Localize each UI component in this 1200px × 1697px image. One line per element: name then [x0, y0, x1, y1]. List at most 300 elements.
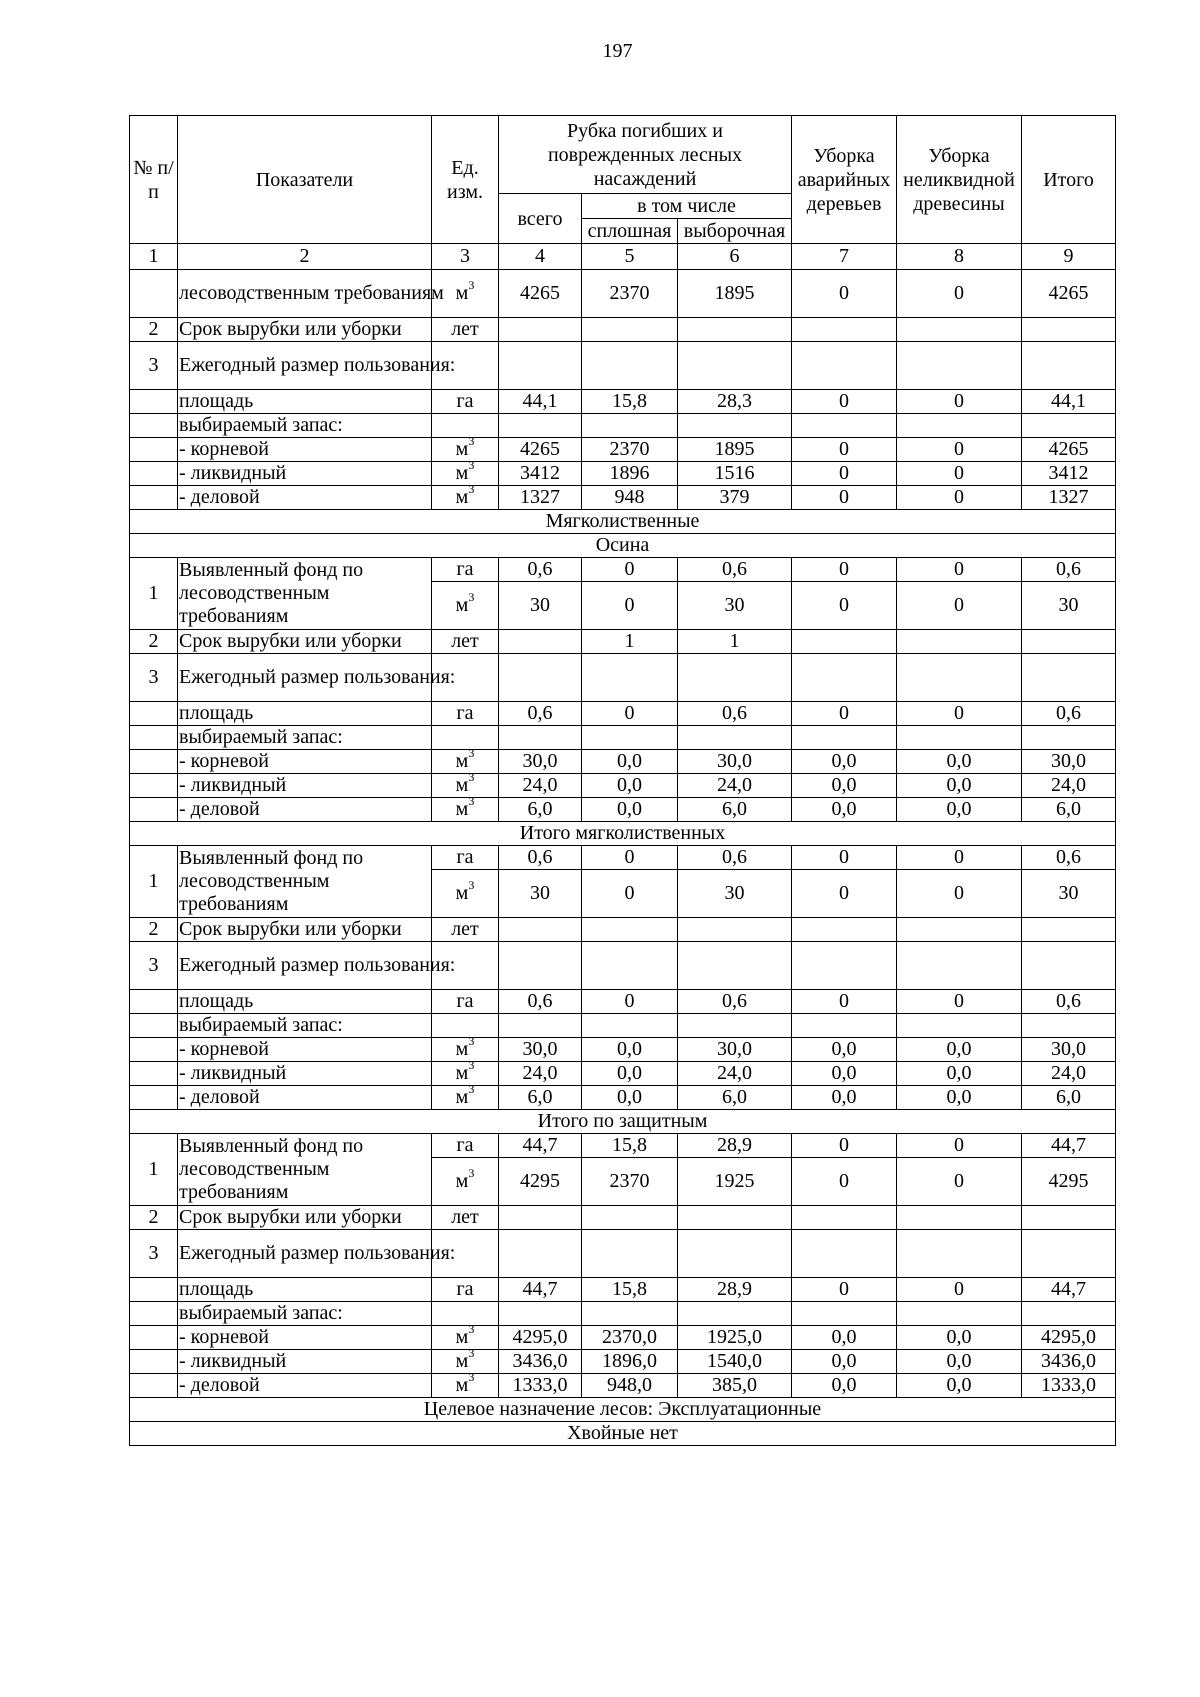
value-cell — [582, 318, 678, 342]
section-soft — [130, 510, 1116, 534]
value-cell: 0,0 — [792, 1326, 897, 1350]
unit-cell — [432, 770, 499, 798]
value-cell: 15,8 — [582, 1134, 678, 1158]
num-cell: 1 — [130, 558, 178, 630]
value-cell: 6,0 — [499, 1086, 582, 1110]
empty-cell — [582, 654, 678, 702]
value-cell: 24,0 — [678, 1062, 792, 1086]
empty-cell — [499, 654, 582, 702]
value-cell: 3412 — [1022, 462, 1116, 486]
indicator-cell: площадь — [178, 702, 432, 726]
unit-m3: м — [455, 798, 469, 820]
value-cell: 44,1 — [499, 390, 582, 414]
value-cell: 0 — [792, 486, 897, 510]
value-cell: 0 — [792, 390, 897, 414]
value-cell: 1 — [678, 630, 792, 654]
liquid-stock-row — [130, 1062, 1116, 1086]
annual-row — [130, 942, 1116, 990]
value-cell: 0 — [792, 990, 897, 1014]
num-cell — [130, 1302, 178, 1326]
value-cell: 0,6 — [499, 846, 582, 870]
unit-cell — [432, 434, 499, 462]
unit-cell: га — [432, 390, 499, 414]
srok-row — [130, 630, 1116, 654]
unit-m3-exponent: 3 — [468, 1058, 475, 1073]
unit-m3: м — [455, 1086, 469, 1108]
stock-label-row — [130, 1302, 1116, 1326]
unit-m3: м — [455, 1062, 469, 1084]
unit-m3-exponent: 3 — [468, 590, 475, 605]
value-cell: 0,0 — [582, 1086, 678, 1110]
value-cell: 2370,0 — [582, 1326, 678, 1350]
value-cell — [897, 630, 1022, 654]
value-cell: 28,9 — [678, 1134, 792, 1158]
business-stock-row — [130, 798, 1116, 822]
unit-m3: м — [455, 750, 469, 772]
value-cell: 30,0 — [678, 1038, 792, 1062]
header-num: № п/п — [130, 116, 178, 244]
num-cell — [130, 726, 178, 750]
value-cell: 28,9 — [678, 1278, 792, 1302]
num-cell: 3 — [130, 1230, 178, 1278]
liquid-stock-row — [130, 462, 1116, 486]
value-cell: 24,0 — [1022, 774, 1116, 798]
num-cell — [130, 270, 178, 318]
value-cell: 3412 — [499, 462, 582, 486]
value-cell: 0,6 — [1022, 846, 1116, 870]
empty-cell — [1022, 1014, 1116, 1038]
unit-cell: га — [432, 702, 499, 726]
unit-m3-exponent: 3 — [468, 434, 475, 449]
root-stock-row — [130, 750, 1116, 774]
value-cell: 0,0 — [792, 774, 897, 798]
header-row-1 — [130, 116, 1116, 194]
value-cell: 6,0 — [678, 798, 792, 822]
num-cell — [130, 774, 178, 798]
value-cell: 2370 — [582, 1158, 678, 1206]
value-cell: 44,7 — [499, 1278, 582, 1302]
num-cell — [130, 462, 178, 486]
value-cell — [499, 1206, 582, 1230]
business-stock-row — [130, 1086, 1116, 1110]
num-cell — [130, 1350, 178, 1374]
indicator-cell: - корневой — [178, 750, 432, 774]
num-cell — [130, 1278, 178, 1302]
value-cell: 0 — [792, 870, 897, 918]
unit-m3-exponent: 3 — [468, 458, 475, 473]
empty-cell — [499, 726, 582, 750]
unit-m3: м — [455, 462, 469, 484]
value-cell: 2370 — [582, 270, 678, 318]
fund-row-ha — [130, 558, 1116, 582]
value-cell: 0,0 — [792, 1350, 897, 1374]
value-cell: 0 — [792, 462, 897, 486]
indicator-cell: площадь — [178, 1278, 432, 1302]
indicator-cell: выбираемый запас: — [178, 1302, 432, 1326]
area-row — [130, 702, 1116, 726]
value-cell: 0 — [582, 990, 678, 1014]
header-selective: выборочная — [678, 219, 792, 244]
value-cell: 30 — [499, 582, 582, 630]
indicator-cell: - ликвидный — [178, 1350, 432, 1374]
empty-cell — [582, 414, 678, 438]
value-cell: 1327 — [499, 486, 582, 510]
annual-row — [130, 342, 1116, 390]
unit-cell — [432, 458, 499, 486]
value-cell: 44,7 — [499, 1134, 582, 1158]
header-indicator: Показатели — [178, 116, 432, 244]
indicator-cell: Выявленный фонд по лесоводственным требованиям — [178, 558, 432, 630]
num-cell: 1 — [130, 1134, 178, 1206]
empty-cell — [897, 1230, 1022, 1278]
empty-cell — [792, 1302, 897, 1326]
header-emergency: Уборка аварийных деревьев — [792, 116, 897, 244]
unit-m3-exponent: 3 — [468, 1322, 475, 1337]
continuation-row — [130, 270, 1116, 318]
column-number: 4 — [499, 244, 582, 270]
page-number: 197 — [602, 40, 633, 62]
section-purpose-title: Целевое назначение лесов: Эксплуатационные — [130, 1398, 1116, 1422]
value-cell: 0 — [897, 438, 1022, 462]
unit-cell: га — [432, 1278, 499, 1302]
value-cell: 0,0 — [897, 1086, 1022, 1110]
empty-cell — [678, 342, 792, 390]
unit-cell — [432, 1058, 499, 1086]
value-cell: 0,6 — [1022, 558, 1116, 582]
root-stock-row — [130, 438, 1116, 462]
value-cell — [1022, 318, 1116, 342]
value-cell: 0,0 — [582, 774, 678, 798]
empty-cell — [897, 654, 1022, 702]
value-cell: 30 — [678, 870, 792, 918]
area-row — [130, 990, 1116, 1014]
value-cell: 1540,0 — [678, 1350, 792, 1374]
value-cell: 0,0 — [582, 1038, 678, 1062]
unit-cell — [432, 1370, 499, 1398]
empty-cell — [499, 942, 582, 990]
num-cell — [130, 1374, 178, 1398]
value-cell: 948 — [582, 486, 678, 510]
value-cell: 1333,0 — [1022, 1374, 1116, 1398]
value-cell: 0 — [897, 870, 1022, 918]
unit-m3: м — [455, 1170, 469, 1192]
value-cell: 6,0 — [1022, 798, 1116, 822]
num-cell: 2 — [130, 318, 178, 342]
value-cell: 0,0 — [897, 774, 1022, 798]
num-cell — [130, 990, 178, 1014]
num-cell — [130, 1326, 178, 1350]
empty-cell — [792, 1230, 897, 1278]
empty-cell — [897, 342, 1022, 390]
indicator-cell: - деловой — [178, 1374, 432, 1398]
empty-cell — [792, 726, 897, 750]
empty-cell — [678, 726, 792, 750]
fund-row-ha — [130, 846, 1116, 870]
indicator-cell: Выявленный фонд по лесоводственным требованиям — [178, 1134, 432, 1206]
indicator-cell: - ликвидный — [178, 1062, 432, 1086]
unit-cell — [432, 1034, 499, 1062]
empty-cell — [678, 414, 792, 438]
empty-cell — [499, 1230, 582, 1278]
value-cell: 1895 — [678, 438, 792, 462]
value-cell: 0 — [897, 1278, 1022, 1302]
empty-cell — [1022, 1230, 1116, 1278]
header-illiquid: Уборка неликвидной древесины — [897, 116, 1022, 244]
indicator-cell: Срок вырубки или уборки — [178, 318, 432, 342]
root-stock-row — [130, 1326, 1116, 1350]
value-cell: 0,6 — [499, 702, 582, 726]
value-cell: 30,0 — [1022, 1038, 1116, 1062]
indicator-cell: Срок вырубки или уборки — [178, 918, 432, 942]
value-cell: 6,0 — [678, 1086, 792, 1110]
indicator-cell: Выявленный фонд по лесоводственным требованиям — [178, 846, 432, 918]
value-cell: 0,0 — [897, 1326, 1022, 1350]
value-cell: 0,0 — [792, 798, 897, 822]
indicator-cell: Ежегодный размер пользования: — [178, 654, 432, 702]
value-cell: 0 — [792, 1278, 897, 1302]
liquid-stock-row — [130, 774, 1116, 798]
value-cell: 0 — [897, 558, 1022, 582]
unit-m3-exponent: 3 — [468, 1034, 475, 1049]
empty-cell — [1022, 942, 1116, 990]
value-cell: 0,0 — [582, 1062, 678, 1086]
value-cell: 0,0 — [792, 1086, 897, 1110]
empty-cell — [432, 726, 499, 750]
empty-cell — [582, 1014, 678, 1038]
value-cell: 24,0 — [678, 774, 792, 798]
empty-cell — [678, 654, 792, 702]
srok-row — [130, 318, 1116, 342]
section-block-title: Итого мягколиственных — [130, 822, 1116, 846]
empty-cell — [792, 1014, 897, 1038]
indicator-cell: Срок вырубки или уборки — [178, 630, 432, 654]
value-cell: 0,0 — [792, 750, 897, 774]
unit-cell — [432, 1322, 499, 1350]
section-conifer-title: Хвойные нет — [130, 1422, 1116, 1446]
value-cell: 0,6 — [678, 990, 792, 1014]
value-cell — [1022, 1206, 1116, 1230]
empty-cell — [897, 1302, 1022, 1326]
forest-use-table — [129, 115, 1116, 1446]
unit-cell — [432, 870, 499, 918]
area-row — [130, 1278, 1116, 1302]
unit-m3: м — [455, 594, 469, 616]
indicator-cell: выбираемый запас: — [178, 414, 432, 438]
value-cell: 0,0 — [897, 798, 1022, 822]
num-cell: 2 — [130, 630, 178, 654]
value-cell: 0 — [792, 438, 897, 462]
column-numbers-row — [130, 244, 1116, 270]
empty-cell — [1022, 654, 1116, 702]
value-cell — [897, 318, 1022, 342]
empty-cell — [897, 942, 1022, 990]
srok-row — [130, 918, 1116, 942]
stock-label-row — [130, 726, 1116, 750]
value-cell: 0 — [897, 486, 1022, 510]
section-conifer — [130, 1422, 1116, 1446]
value-cell: 28,3 — [678, 390, 792, 414]
value-cell: 0 — [897, 702, 1022, 726]
column-number: 7 — [792, 244, 897, 270]
unit-cell — [432, 1082, 499, 1110]
value-cell: 0,0 — [792, 1038, 897, 1062]
value-cell: 0 — [582, 558, 678, 582]
value-cell: 1925,0 — [678, 1326, 792, 1350]
value-cell — [792, 630, 897, 654]
value-cell: 6,0 — [499, 798, 582, 822]
value-cell — [897, 1206, 1022, 1230]
value-cell: 0,6 — [678, 558, 792, 582]
value-cell: 0 — [897, 462, 1022, 486]
value-cell: 0 — [792, 558, 897, 582]
unit-m3: м — [455, 1326, 469, 1348]
num-cell: 3 — [130, 342, 178, 390]
unit-cell: га — [432, 558, 499, 582]
header-unit: Ед. изм. — [432, 116, 499, 244]
value-cell: 15,8 — [582, 390, 678, 414]
unit-cell — [432, 794, 499, 822]
value-cell: 0 — [897, 1134, 1022, 1158]
value-cell: 0 — [792, 270, 897, 318]
value-cell: 24,0 — [499, 1062, 582, 1086]
empty-cell — [432, 414, 499, 438]
num-cell: 3 — [130, 942, 178, 990]
unit-m3-exponent: 3 — [468, 1082, 475, 1097]
value-cell: 30,0 — [499, 1038, 582, 1062]
empty-cell — [582, 1302, 678, 1326]
unit-cell — [432, 582, 499, 630]
value-cell: 0 — [897, 846, 1022, 870]
unit-cell: га — [432, 846, 499, 870]
value-cell: 0 — [792, 702, 897, 726]
empty-cell — [678, 1230, 792, 1278]
value-cell: 0 — [897, 1158, 1022, 1206]
num-cell — [130, 750, 178, 774]
value-cell: 30,0 — [499, 750, 582, 774]
empty-cell — [582, 942, 678, 990]
value-cell: 44,7 — [1022, 1278, 1116, 1302]
indicator-cell: - корневой — [178, 1326, 432, 1350]
value-cell — [792, 918, 897, 942]
value-cell: 1333,0 — [499, 1374, 582, 1398]
annual-row — [130, 1230, 1116, 1278]
value-cell — [499, 318, 582, 342]
value-cell: 0 — [582, 846, 678, 870]
section-block — [130, 822, 1116, 846]
value-cell: 1516 — [678, 462, 792, 486]
empty-cell — [897, 414, 1022, 438]
value-cell: 385,0 — [678, 1374, 792, 1398]
unit-m3-exponent: 3 — [468, 1370, 475, 1385]
num-cell — [130, 1062, 178, 1086]
indicator-cell: Ежегодный размер пользования: — [178, 1230, 432, 1278]
empty-cell — [582, 1230, 678, 1278]
value-cell: 0,0 — [897, 750, 1022, 774]
column-number: 3 — [432, 244, 499, 270]
indicator-cell: - деловой — [178, 1086, 432, 1110]
value-cell: 6,0 — [1022, 1086, 1116, 1110]
value-cell: 30,0 — [678, 750, 792, 774]
num-cell — [130, 486, 178, 510]
unit-m3-exponent: 3 — [468, 770, 475, 785]
empty-cell — [792, 414, 897, 438]
value-cell: 0 — [897, 582, 1022, 630]
num-cell — [130, 702, 178, 726]
unit-m3: м — [455, 774, 469, 796]
empty-cell — [792, 942, 897, 990]
unit-cell — [432, 482, 499, 510]
unit-cell: га — [432, 990, 499, 1014]
value-cell — [499, 918, 582, 942]
empty-cell — [897, 726, 1022, 750]
value-cell: 0,6 — [678, 846, 792, 870]
value-cell: 0 — [792, 1134, 897, 1158]
num-cell: 1 — [130, 846, 178, 918]
value-cell: 0,0 — [792, 1374, 897, 1398]
header-cutting-group: Рубка погибших и поврежденных лесных насаждений — [499, 116, 792, 194]
num-cell — [130, 414, 178, 438]
unit-m3: м — [455, 282, 469, 304]
value-cell: 1895 — [678, 270, 792, 318]
value-cell: 15,8 — [582, 1278, 678, 1302]
value-cell — [1022, 630, 1116, 654]
value-cell: 4265 — [1022, 270, 1116, 318]
value-cell — [499, 630, 582, 654]
num-cell — [130, 798, 178, 822]
value-cell: 0,0 — [582, 798, 678, 822]
section-purpose — [130, 1398, 1116, 1422]
unit-m3-exponent: 3 — [468, 1346, 475, 1361]
root-stock-row — [130, 1038, 1116, 1062]
empty-cell — [678, 942, 792, 990]
value-cell: 1896 — [582, 462, 678, 486]
unit-m3-exponent: 3 — [468, 878, 475, 893]
unit-m3: м — [455, 882, 469, 904]
srok-row — [130, 1206, 1116, 1230]
indicator-cell: - деловой — [178, 486, 432, 510]
annual-row — [130, 654, 1116, 702]
value-cell — [792, 1206, 897, 1230]
value-cell: 4295 — [499, 1158, 582, 1206]
header-total-cut: всего — [499, 194, 582, 244]
stock-label-row — [130, 1014, 1116, 1038]
num-cell: 3 — [130, 654, 178, 702]
empty-cell — [499, 414, 582, 438]
empty-cell — [897, 1014, 1022, 1038]
unit-m3-exponent: 3 — [468, 794, 475, 809]
value-cell: 0,6 — [678, 702, 792, 726]
value-cell: 3436,0 — [499, 1350, 582, 1374]
value-cell: 0 — [897, 990, 1022, 1014]
liquid-stock-row — [130, 1350, 1116, 1374]
unit-m3: м — [455, 1374, 469, 1396]
value-cell — [678, 318, 792, 342]
value-cell: 0 — [792, 1158, 897, 1206]
value-cell: 0,6 — [499, 990, 582, 1014]
indicator-cell: Ежегодный размер пользования: — [178, 342, 432, 390]
value-cell: 4265 — [1022, 438, 1116, 462]
section-block — [130, 1110, 1116, 1134]
value-cell: 0,0 — [897, 1038, 1022, 1062]
value-cell: 0 — [792, 846, 897, 870]
indicator-cell: Срок вырубки или уборки — [178, 1206, 432, 1230]
unit-m3-exponent: 3 — [468, 746, 475, 761]
num-cell — [130, 1014, 178, 1038]
value-cell: 4295,0 — [499, 1326, 582, 1350]
column-number: 2 — [178, 244, 432, 270]
value-cell: 0 — [582, 582, 678, 630]
value-cell: 1896,0 — [582, 1350, 678, 1374]
